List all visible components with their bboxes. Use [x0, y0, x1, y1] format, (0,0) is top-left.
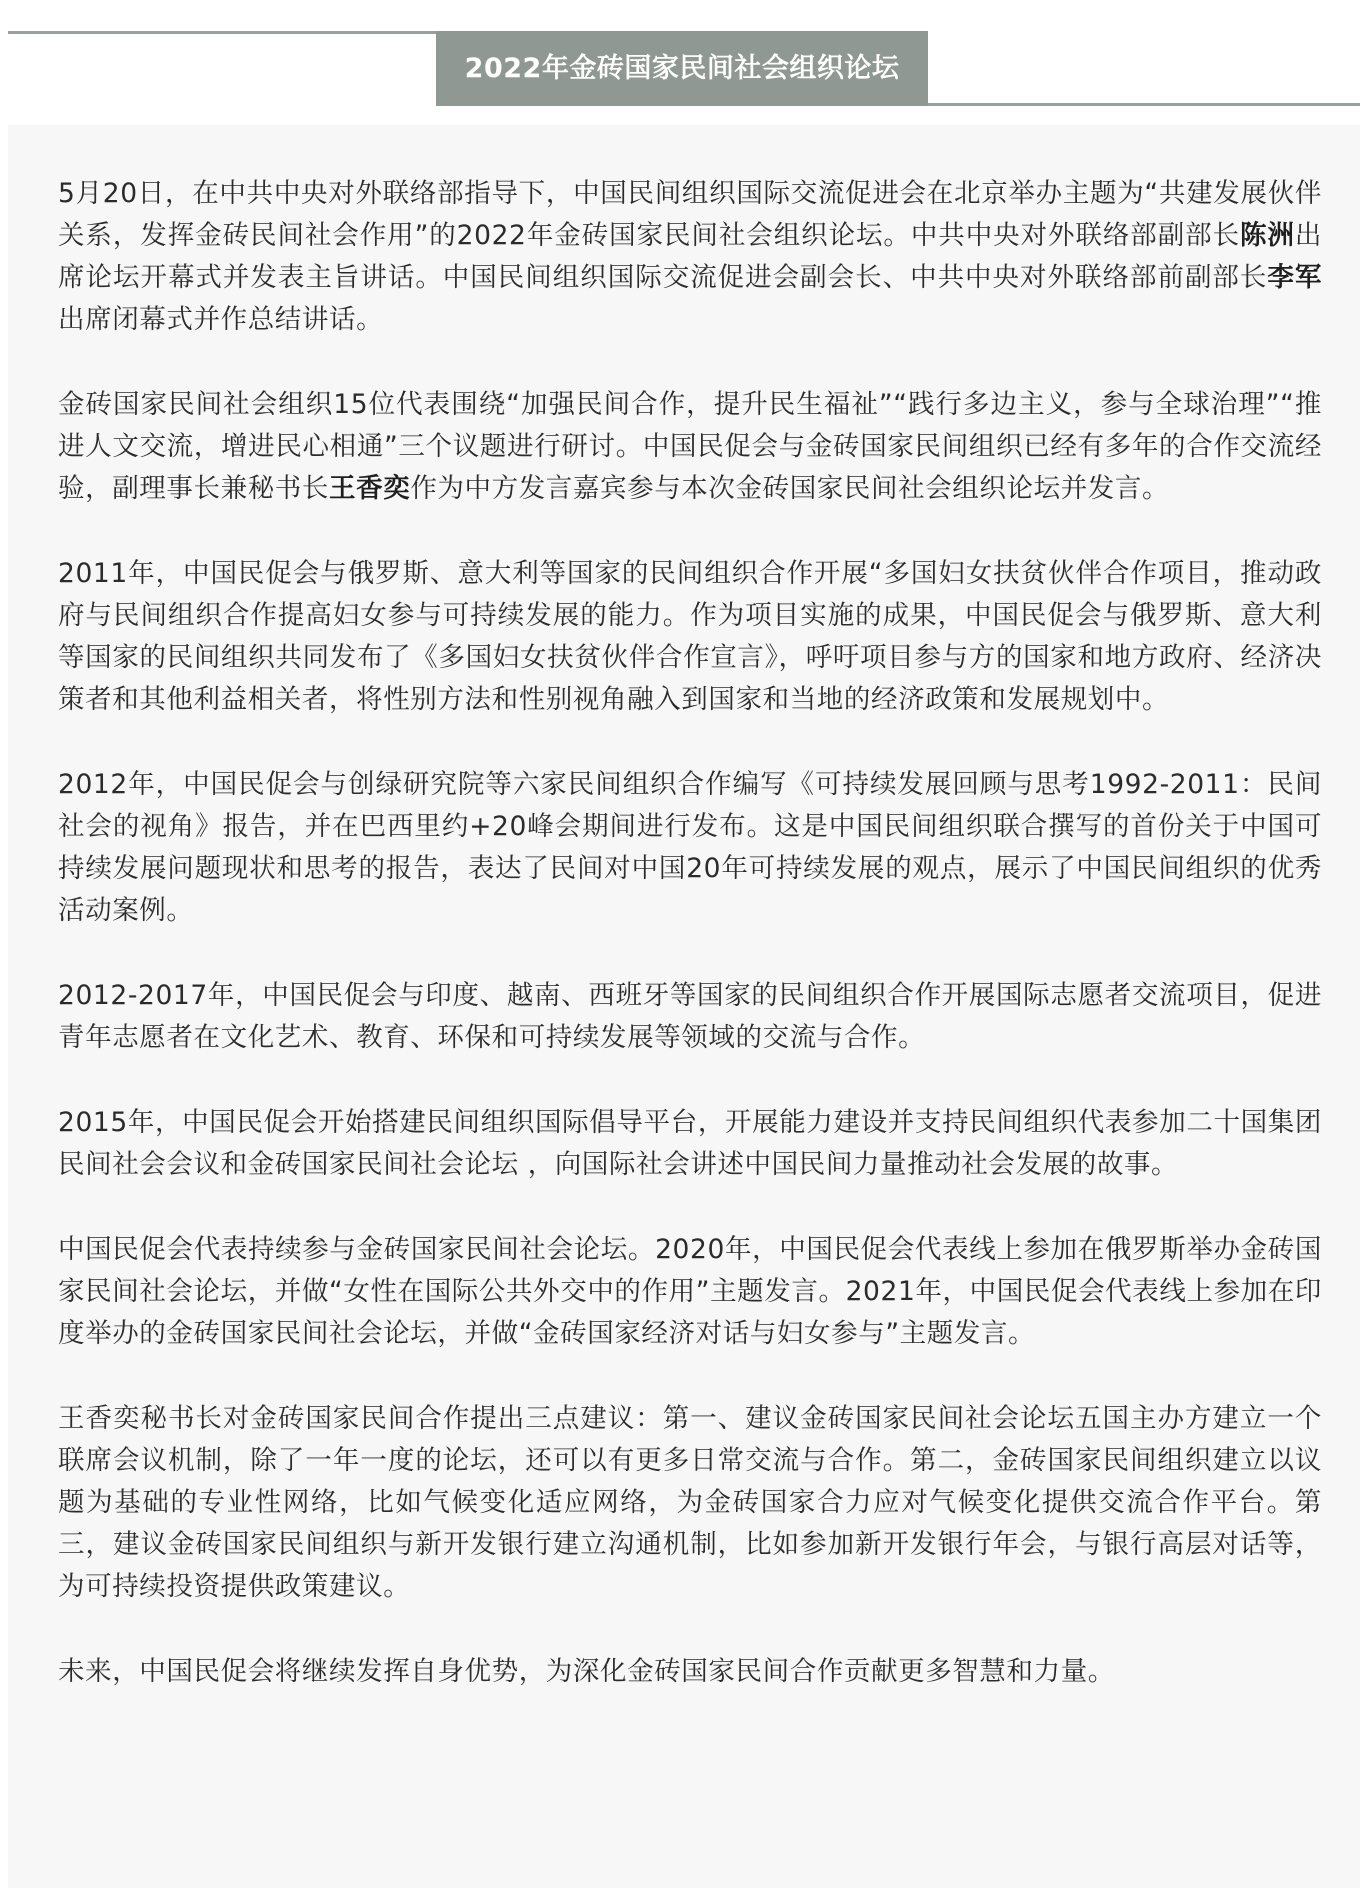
paragraph-text: 金砖国家民间社会组织15位代表围绕“加强民间合作，提升民生福祉”“践行多边主义，参与全球治理”“推进人文交流，增进民心相通”三个议题进行研讨。中国民促会与金砖国家民间组织已经有多年的合作交流经验，副理事长兼秘书长 — [58, 389, 1322, 504]
paragraph-text: 2011年，中国民促会与俄罗斯、意大利等国家的民间组织合作开展“多国妇女扶贫伙伴合作项目，推动政府与民间组织合作提高妇女参与可持续发展的能力。作为项目实施的成果，中国民促会与俄罗斯、意大利等国家的民间组织共同发布了《多国妇女扶贫伙伴合作宣言》，呼吁项目参与方的国家和地方政府、经济决策者和其他利益相关者，将性别方法和性别视角融入到国家和当地的经济政策和发展规划中。 — [58, 558, 1322, 715]
paragraph — [58, 1398, 1322, 1608]
paragraph-text: 出席论坛开幕式并发表主旨讲话。中国民间组织国际交流促进会副会长、中共中央对外联络部前副部长 — [58, 220, 1323, 293]
paragraph — [58, 764, 1322, 932]
paragraph-text: 2012-2017年，中国民促会与印度、越南、西班牙等国家的民间组织合作开展国际志愿者交流项目，促进青年志愿者在文化艺术、教育、环保和可持续发展等领域的交流与合作。 — [58, 980, 1322, 1053]
paragraph — [58, 1651, 1322, 1693]
paragraph — [58, 173, 1322, 341]
paragraph — [58, 553, 1322, 721]
person-name: 王香奕 — [329, 473, 411, 504]
paragraph — [58, 1102, 1322, 1186]
paragraph-text: 王香奕秘书长对金砖国家民间合作提出三点建议：第一、建议金砖国家民间社会论坛五国主办方建立一个联席会议机制，除了一年一度的论坛，还可以有更多日常交流与合作。第二，金砖国家民间组织建立以议题为基础的专业性网络，比如气候变化适应网络，为金砖国家合力应对气候变化提供交流合作平台。第三，建议金砖国家民间组织与新开发银行建立沟通机制，比如参加新开发银行年会，与银行高层对话等，为可持续投资提供政策建议。 — [58, 1403, 1322, 1602]
paragraph-text: 未来，中国民促会将继续发挥自身优势，为深化金砖国家民间合作贡献更多智慧和力量。 — [58, 1656, 1115, 1687]
page-title: 2022年金砖国家民间社会组织论坛 — [436, 31, 928, 106]
header-rule-right — [928, 103, 1360, 106]
paragraph-text: 作为中方发言嘉宾参与本次金砖国家民间社会组织论坛并发言。 — [410, 473, 1170, 504]
paragraph — [58, 384, 1322, 510]
paragraph-text: 中国民促会代表持续参与金砖国家民间社会论坛。2020年，中国民促会代表线上参加在俄罗斯举办金砖国家民间社会论坛，并做“女性在国际公共外交中的作用”主题发言。2021年，中国民促会代表线上参加在印度举办的金砖国家民间社会论坛，并做“金砖国家经济对话与妇女参与”主题发言。 — [58, 1234, 1322, 1349]
article-body — [8, 125, 1360, 1888]
paragraph-text: 2015年，中国民促会开始搭建民间组织国际倡导平台，开展能力建设并支持民间组织代表参加二十国集团民间社会会议和金砖国家民间社会论坛 ，向国际社会讲述中国民间力量推动社会发展的故事。 — [58, 1107, 1322, 1180]
paragraph-text: 2012年，中国民促会与创绿研究院等六家民间组织合作编写《可持续发展回顾与思考1992-2011：民间社会的视角》报告，并在巴西里约+20峰会期间进行发布。这是中国民间组织联合撰写的首份关于中国可持续发展问题现状和思考的报告，表达了民间对中国20年可持续发展的观点，展示了中国民间组织的优秀活动案例。 — [58, 769, 1322, 926]
person-name: 陈洲 — [1240, 220, 1295, 251]
header-rule-left — [8, 31, 436, 34]
paragraph-list — [58, 173, 1322, 1736]
paragraph — [58, 975, 1322, 1059]
paragraph-text: 5月20日，在中共中央对外联络部指导下，中国民间组织国际交流促进会在北京举办主题为“共建发展伙伴关系，发挥金砖民间社会作用”的2022年金砖国家民间社会组织论坛。中共中央对外联络部副部长 — [58, 178, 1322, 251]
person-name: 李军 — [1267, 262, 1322, 293]
paragraph — [58, 1229, 1322, 1355]
paragraph-text: 出席闭幕式并作总结讲话。 — [58, 304, 384, 335]
